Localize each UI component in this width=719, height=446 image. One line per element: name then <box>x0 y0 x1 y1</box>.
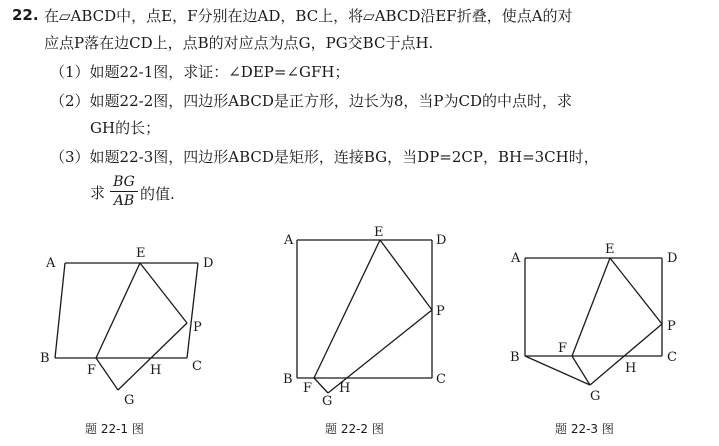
fig1-label-p: P <box>193 320 202 335</box>
part-3-suffix: 的值. <box>140 185 175 203</box>
problem-statement-line-2: 应点P落在边CD上，点B的对应点为点G，PG交BC于点H. <box>44 34 434 52</box>
problem-statement-line-1: 在▱ABCD中，点E，F分别在边AD，BC上，将▱ABCD沿EF折叠，使点A的对 <box>44 7 573 25</box>
fig1-label-d: D <box>203 256 214 271</box>
fig1-label-b: B <box>40 351 50 366</box>
fig2-label-a: A <box>284 233 294 248</box>
fraction-numerator: BG <box>113 174 135 190</box>
fraction-denominator: AB <box>113 193 135 209</box>
fig3-label-p: P <box>667 319 676 334</box>
figure-22-3-caption: 题 22-3 图 <box>555 422 614 436</box>
fig3-label-b: B <box>510 350 520 365</box>
fig3-label-a: A <box>511 251 521 266</box>
figure-22-1-caption: 题 22-1 图 <box>85 422 144 436</box>
fig3-fold <box>525 258 662 385</box>
fig2-label-c: C <box>436 372 446 387</box>
figure-22-2-caption: 题 22-2 图 <box>325 422 384 436</box>
fig2-label-b: B <box>283 372 293 387</box>
part-3-text-line-1: （3）如题22-3图，四边形ABCD是矩形，连接BG，当DP=2CP，BH=3CH时， <box>50 148 599 166</box>
fig3-label-g: G <box>590 389 601 404</box>
fig3-label-d: D <box>667 251 678 266</box>
part-2-text-line-1: （2）如题22-2图，四边形ABCD是正方形，边长为8，当P为CD的中点时，求 <box>50 92 573 110</box>
part-3-prefix: 求 <box>90 184 106 202</box>
part-1-text: （1）如题22-1图，求证：∠DEP=∠GFH； <box>50 63 350 81</box>
fig1-label-f: F <box>87 363 97 378</box>
fig2-label-h: H <box>339 381 351 396</box>
problem-number: 22. <box>12 6 39 24</box>
fig2-label-e: E <box>374 225 384 240</box>
fig3-label-e: E <box>605 242 615 257</box>
fig1-label-a: A <box>46 256 56 271</box>
fig1-label-h: H <box>150 363 162 378</box>
fig2-label-p: P <box>436 304 445 319</box>
fig2-label-g: G <box>322 394 333 409</box>
fig3-label-h: H <box>625 361 637 376</box>
fig2-label-d: D <box>436 233 447 248</box>
fig2-label-f: F <box>303 381 313 396</box>
part-2-text-line-2: GH的长； <box>90 119 161 137</box>
fig1-label-e: E <box>136 246 146 261</box>
fig3-label-f: F <box>558 341 568 356</box>
fig1-label-g: G <box>124 393 135 408</box>
fig3-label-c: C <box>667 350 677 365</box>
fig1-label-c: C <box>192 359 202 374</box>
